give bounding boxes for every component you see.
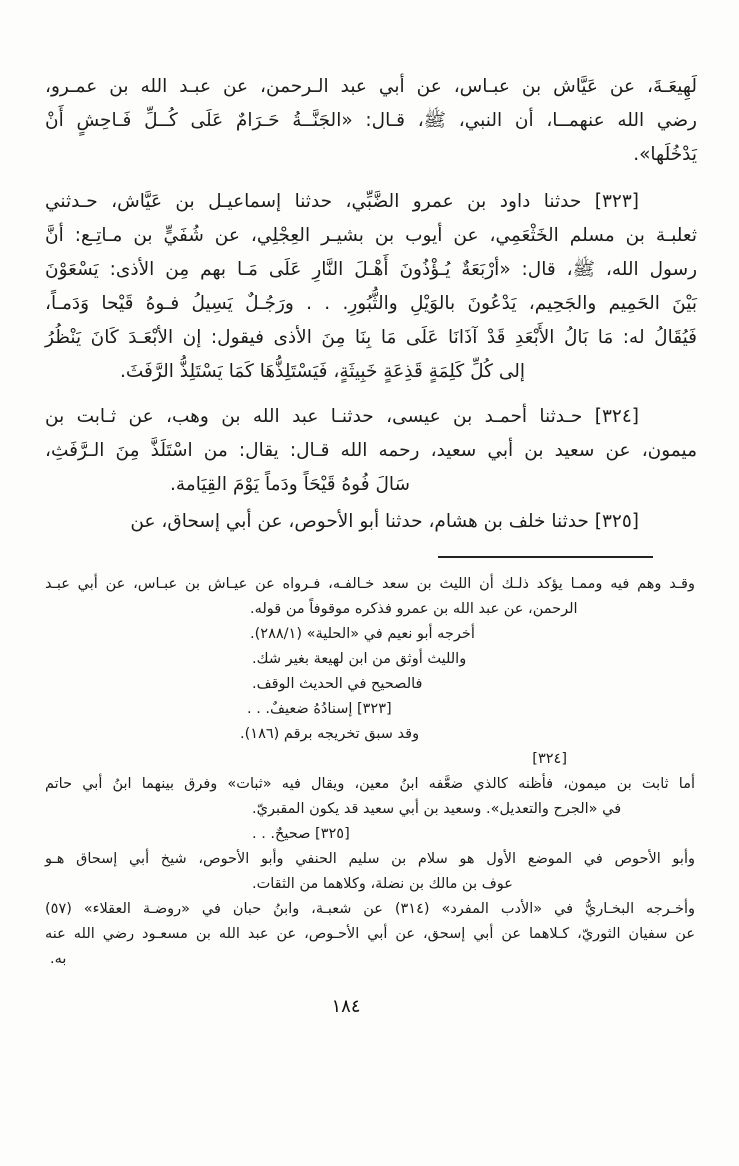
footnote-line: [٣٢٤] (532, 751, 567, 767)
main-text-line: فَيُقَالُ له: مَا بَالُ الأَبْعَدِ قَدْ آذَانَا عَلَى مَا بِنَا مِنَ الأذى فيقول: إن الأبْعَـدَ كَانَ يَنْظُرُ (45, 327, 697, 348)
paragraph-hadith-325 (45, 505, 697, 539)
footnote-line: والليث أوثق من ابن لهيعة بغير شك. (252, 651, 467, 667)
footnote-line: وأبو الأحوص في الموضع الأول هو سلام بن سليم الحنفي وأبو الأحوص، شيخ أبي إسحاق هـو (45, 851, 695, 867)
footnote-line: فالصحيح في الحديث الوقف. (252, 676, 423, 692)
footnote-line: وقـد وهم فيه وممـا يؤكد ذلـك أن الليث بن سعد خـالفـه، فـرواه عن عيـاش بن عبـاس، عن أبي عبـد (45, 576, 695, 592)
footnote-line: عوف بن مالك بن نضلة، وكلاهما من الثقات. (252, 876, 513, 892)
main-text-line: سَالَ فُوهُ قَيْحَاً ودَماً يَوْمَ القِيَامة. (170, 474, 411, 495)
footnote-line: [٣٢٥] صحيحٌ. . . (252, 826, 350, 842)
main-text-line: [٣٢٥] حدثنا خلف بن هشام، حدثنا أبو الأحوص، عن أبي إسحاق، عن (130, 511, 639, 532)
main-text-column (45, 70, 697, 539)
main-text-line: ميمون، عن سعيد بن أبي سعيد، رحمه الله قـال: يقال: من اسْتَلَذَّ مِنَ الـرَّفَثِ، (45, 440, 697, 461)
paragraph-continuation-of-previous-page (45, 70, 697, 172)
main-text-line: إلى كُلِّ كَلِمَةٍ قَذِعَةٍ خَبِيثَةٍ، فَيَسْتَلِذُّهَا كَمَا يَسْتَلِذُّ الرَّفَثَ. (120, 361, 526, 382)
main-text-line: رسول الله، ﷺ، قال: «أرْبَعَةٌ يُـؤْذُونَ أَهْـلَ النَّارِ عَلَى مَـا بهم مِن الأذى: يَسْعَوْنَ (45, 259, 697, 280)
paragraph-hadith-323 (45, 185, 697, 389)
main-text-line: لَهِيعَـةَ، عن عَيَّاش بن عبـاس، عن أبي عبد الـرحمن، عن عبـد الله بن عمـرو، (45, 76, 697, 97)
footnote-line: الرحمن، عن عبد الله بن عمرو فذكره موقوفاً من قوله. (250, 601, 578, 617)
main-text-line: [٣٢٣] حدثنا داود بن عمرو الضَّبِّي، حدثنا إسماعيـل بن عَيَّاش، حـدثني (45, 191, 639, 212)
footnote-line: في «الجرح والتعديل». وسعيد بن أبي سعيد قد يكون المقبريّ. (252, 801, 622, 817)
footnote-line: أخرجه أبو نعيم في «الحلية» (٢٨٨/١). (250, 626, 475, 642)
footnote-line: به. (50, 951, 67, 967)
main-text-line: [٣٢٤] حـدثنا أحمـد بن عيسى، حدثنـا عبد الله بن وهب، عن ثـابت بن (45, 406, 639, 427)
footnote-separator (438, 556, 653, 558)
main-text-line: رضي الله عنهمــا، أن النبي، ﷺ، قـال: «الجَنَّــةُ حَـرَامٌ عَلَى كُــلِّ فَـاحِشٍ أَنْ (45, 110, 697, 131)
footnote-line: عن سفيان الثوريّ، كـلاهما عن أبي إسحق، عن أبي الأحـوص، عن عبد الله بن مسعـود رضي الله عنه (45, 926, 695, 942)
footnote-line: [٣٢٣] إسنادُهُ ضعيفٌ. . . (247, 701, 392, 717)
footnote-line: أما ثابت بن ميمون، فأظنه كالذي ضعَّفه ابنُ معين، ويقال فيه «ثبات» وفرق بينهما ابنُ أبي حاتم (45, 776, 695, 792)
footnotes-column (45, 572, 695, 972)
paragraph-hadith-324 (45, 400, 697, 502)
main-text-line: بَيْنَ الحَمِيم والجَحِيم، يَدْعُونَ بالوَيْلِ والثُّبُورِ. . . ورَجُـلٌ يَسِيلُ فـوهُ قَيْحا وَدَمـاً، (45, 293, 697, 314)
footnote-line: وأخـرجه البخـاريُّ في «الأدب المفرد» (٣١٤) عن شعبـة، وابنُ حبان في «روضـة العقلاء» (٥٧) (45, 901, 696, 917)
main-text-line: ثعلبـة بن مسلم الخَثْعَمِي، عن أيوب بن بشيـر العِجْلِي، عن شُفَيٍّ بن مـاتِـع: أنَّ (45, 225, 697, 246)
main-text-line: يَدْخُلَها». (633, 144, 697, 165)
footnote-line: وقد سبق تخريجه برقم (١٨٦). (240, 726, 420, 742)
page-number: ١٨٤ (331, 996, 361, 1017)
